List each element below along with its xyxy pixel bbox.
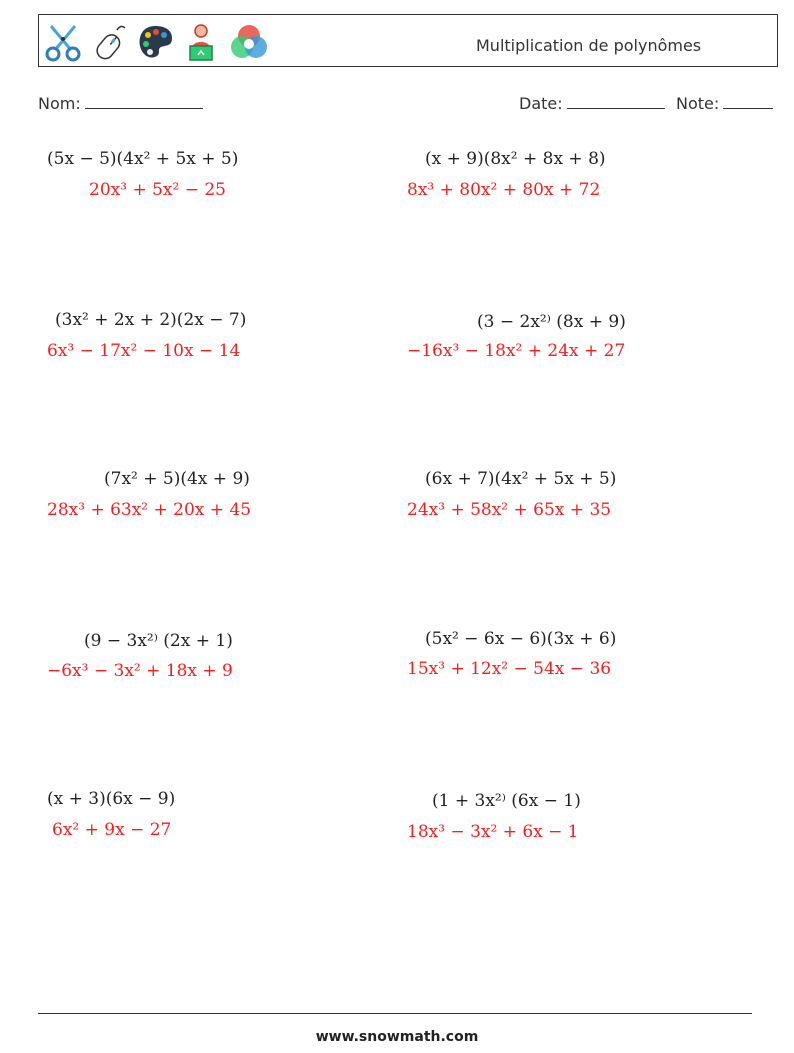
date-blank[interactable] [567,94,665,109]
note-field [676,94,773,113]
date-field [519,94,665,113]
note-label: Note: [676,94,720,113]
name-field [38,94,203,113]
problem-1-question: (5x − 5)(4x² + 5x + 5) [47,149,239,169]
problem-10-question: (1 + 3x²⁾ (6x − 1) [432,791,581,811]
footer-divider [38,1013,752,1014]
worksheet-title: Multiplication de polynômes [476,36,702,55]
footer-website[interactable]: www.snowmath.com [315,1029,479,1045]
problem-5-question: (7x² + 5)(4x + 9) [104,469,250,489]
date-label: Date: [519,94,563,113]
header-icons [43,20,271,64]
problem-2-answer: 8x³ + 80x² + 80x + 72 [407,180,601,200]
note-blank[interactable] [723,94,773,109]
name-label: Nom: [38,94,81,113]
problem-7-answer: −6x³ − 3x² + 18x + 9 [47,661,233,681]
name-blank[interactable] [85,94,203,109]
worksheet-header [38,14,778,67]
problem-9-question: (x + 3)(6x − 9) [47,789,176,809]
mouse-icon [89,20,129,64]
color-wheel-icon [227,20,271,64]
problem-4-question: (3 − 2x²⁾ (8x + 9) [477,312,626,332]
problem-9-answer: 6x² + 9x − 27 [52,820,172,840]
problem-8-answer: 15x³ + 12x² − 54x − 36 [407,659,612,679]
user-laptop-icon [181,20,221,64]
problem-5-answer: 28x³ + 63x² + 20x + 45 [47,500,252,520]
problem-2-question: (x + 9)(8x² + 8x + 8) [425,149,606,169]
problem-8-question: (5x² − 6x − 6)(3x + 6) [425,629,617,649]
palette-icon [135,20,175,64]
problem-10-answer: 18x³ − 3x² + 6x − 1 [407,822,579,842]
problem-3-answer: 6x³ − 17x² − 10x − 14 [47,341,241,361]
problem-1-answer: 20x³ + 5x² − 25 [89,180,226,200]
problem-7-question: (9 − 3x²⁾ (2x + 1) [84,631,233,651]
scissors-icon [43,20,83,64]
problem-4-answer: −16x³ − 18x² + 24x + 27 [407,341,626,361]
problem-6-answer: 24x³ + 58x² + 65x + 35 [407,500,612,520]
problem-6-question: (6x + 7)(4x² + 5x + 5) [425,469,617,489]
problem-3-question: (3x² + 2x + 2)(2x − 7) [55,310,247,330]
